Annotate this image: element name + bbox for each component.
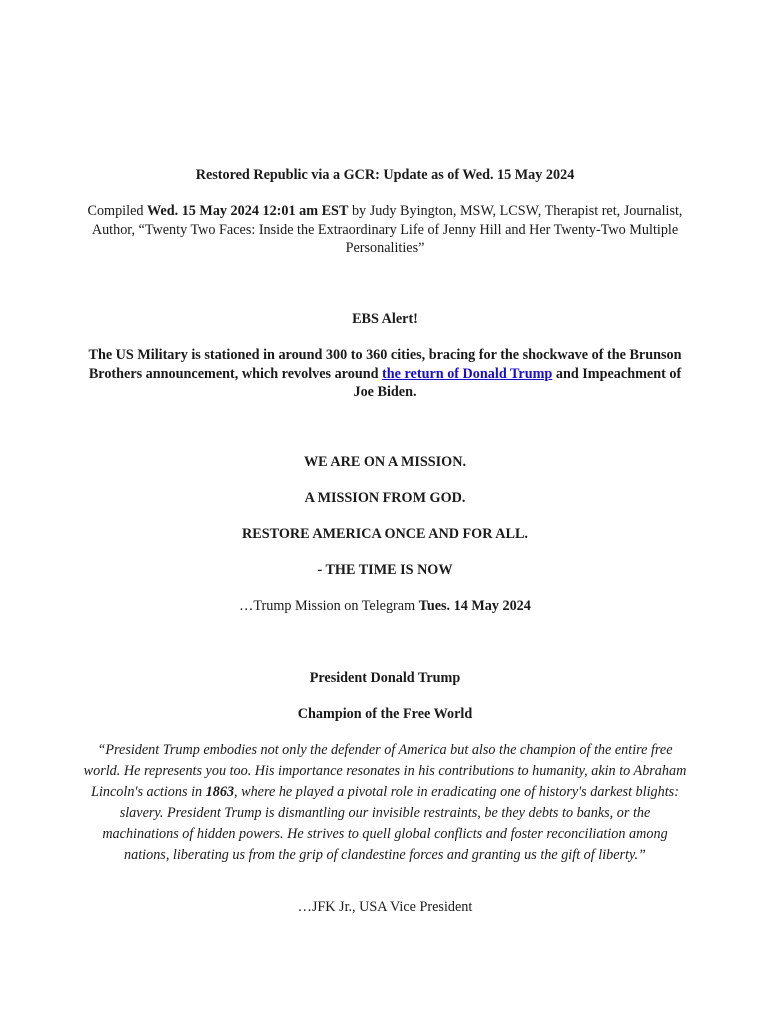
telegram-source [80, 597, 690, 616]
compiled-date: Wed. 15 May 2024 12:01 am EST [147, 203, 349, 219]
military-text-before: The US Military is stationed in around 300 to 360 cities, bracing for the shockwave of the Brunson Brothers announcement, which revolves around [88, 347, 682, 382]
mission-line: RESTORE AMERICA ONCE AND FOR ALL. [242, 526, 528, 542]
mission-line: A MISSION FROM GOD. [304, 490, 466, 506]
quote-text-after: , where he played a pivotal role in eradicating one of history's darkest blights: slavery. President Trump is dismantling our invisible restraints, be they debts to banks, or the machinations of hidden powers. He strives to quell global conflicts and foster reconciliation among nations, liberating us from the grip of clandestine forces and granting us the gift of liberty.” [102, 784, 679, 863]
quote-attribution: …JFK Jr., USA Vice President [297, 899, 473, 915]
document-title: Restored Republic via a GCR: Update as of Wed. 15 May 2024 [195, 167, 575, 183]
quote-year: 1863 [205, 784, 235, 800]
mission-line: WE ARE ON A MISSION. [303, 454, 466, 470]
military-paragraph [80, 346, 690, 402]
president-heading: President Donald Trump [309, 670, 461, 686]
mission-line: - THE TIME IS NOW [317, 562, 453, 578]
ebs-alert-heading: EBS Alert! [352, 311, 418, 327]
compiled-suffix: by Judy Byington, MSW, LCSW, Therapist ret, Journalist, Author, “Twenty Two Faces: Inside the Extraordinary Life of Jenny Hill and Her Twenty-Two Multiple Personalities” [91, 203, 683, 256]
telegram-prefix: …Trump Mission on Telegram [239, 598, 419, 614]
compiled-prefix: Compiled [87, 203, 148, 219]
quote-paragraph [80, 740, 690, 866]
military-text-after: and Impeachment of Joe Biden. [353, 365, 682, 400]
quote-text-before: “President Trump embodies not only the defender of America but also the champion of the entire free world. He represents you too. His importance resonates in his contributions to humanity, akin to Abraham Lincoln's actions in [83, 742, 687, 800]
champion-heading: Champion of the Free World [297, 706, 473, 722]
return-of-trump-link[interactable]: the return of Donald Trump [382, 365, 553, 382]
telegram-date: Tues. 14 May 2024 [418, 598, 531, 614]
compiled-byline [80, 202, 690, 258]
